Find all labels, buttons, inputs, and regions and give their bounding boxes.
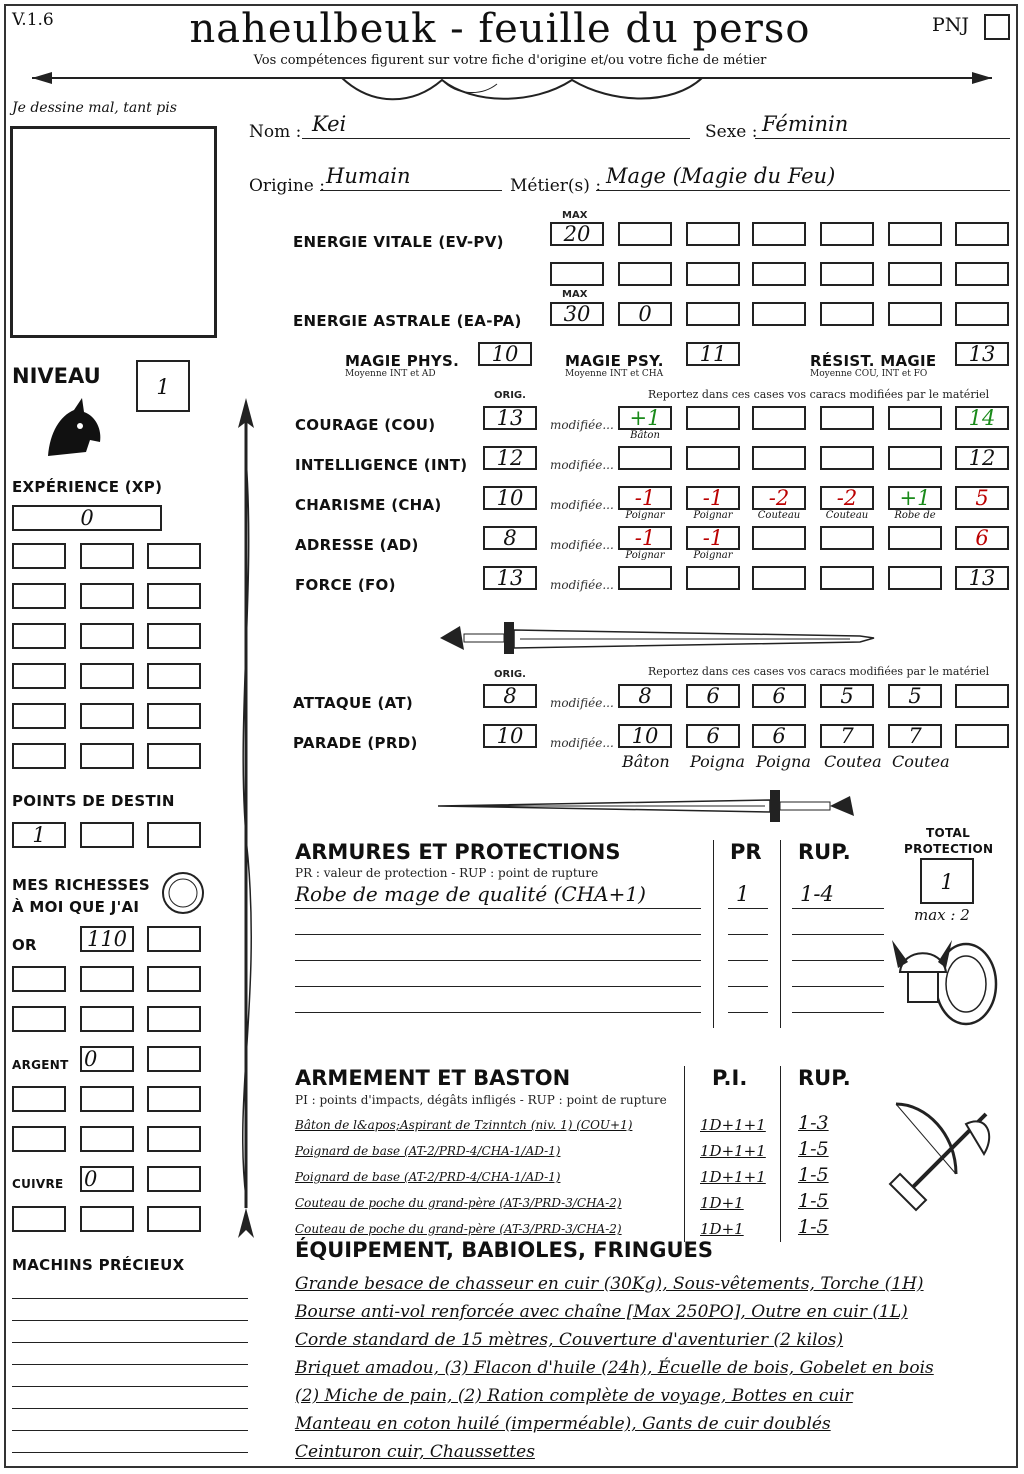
argent-value: 0 [84,1047,98,1071]
modifie-label: modifiée... [550,736,614,750]
xp-label: EXPÉRIENCE (XP) [12,478,163,496]
money-box[interactable] [12,966,66,992]
ev-box-row2-7[interactable] [955,262,1009,286]
armor-row-line[interactable] [295,960,701,961]
armor-row-line[interactable] [295,908,701,909]
stat-total-value: 13 [968,566,996,590]
equipment-line[interactable]: Grande besace de chasseur en cuir (30Kg), Sous-vêtements, Torche (1H) [295,1274,924,1294]
stat-label: ADRESSE (AD) [295,536,419,554]
stat-mod-value: -1 [702,526,724,550]
stat-mod-value: -1 [634,526,656,550]
ev-box-4[interactable] [820,222,874,246]
weapons-note: PI : points d'impacts, dégâts infligés - RUP : point de rupture [295,1093,667,1107]
xp-grid-box[interactable] [147,743,201,769]
money-box[interactable] [12,1006,66,1032]
weapons-title: ARMEMENT ET BASTON [295,1066,571,1090]
ev-max-label: MAX [562,210,588,221]
stat-mod-box[interactable] [820,406,874,430]
weapons-icon [886,1094,1006,1214]
destin-value: 1 [32,823,46,847]
xp-grid-box[interactable] [12,743,66,769]
stat-mod-box[interactable] [888,526,942,550]
weapon-caption: Coutea [824,752,882,771]
attaque-mod-value: 6 [772,684,786,708]
ev-box-row2-6[interactable] [888,262,942,286]
xp-grid-box[interactable] [147,663,201,689]
armor-rup-line[interactable] [792,908,884,909]
portrait-label: Je dessine mal, tant pis [12,100,177,116]
armor-title: ARMURES ET PROTECTIONS [295,840,621,864]
or-value: 110 [86,927,128,951]
machins-line[interactable] [12,1408,248,1409]
modifie-label: modifiée... [550,538,614,552]
xp-grid-box[interactable] [147,543,201,569]
equipment-line[interactable]: Bourse anti-vol renforcée avec chaîne [Max 250PO], Outre en cuir (1L) [295,1302,908,1322]
parade-mod-box[interactable] [955,724,1009,748]
magie-psy-label: MAGIE PSY. [565,352,664,370]
xp-grid-box[interactable] [147,623,201,649]
machins-line[interactable] [12,1386,248,1387]
weapon-name: Poignard de base (AT-2/PRD-4/CHA-1/AD-1) [295,1144,561,1158]
stat-mod-box[interactable] [888,446,942,470]
metier-value[interactable]: Mage (Magie du Feu) [606,164,836,188]
weapons-pi-header: P.I. [712,1066,748,1090]
ea-box-6[interactable] [955,302,1009,326]
weapon-name: Poignard de base (AT-2/PRD-4/CHA-1/AD-1) [295,1170,561,1184]
machins-line[interactable] [12,1320,248,1321]
resist-magie-note: Moyenne COU, INT et FO [810,369,928,379]
armor-row-line[interactable] [295,986,701,987]
total-protection-max: max : 2 [914,906,970,924]
xp-grid-box[interactable] [147,703,201,729]
sexe-label: Sexe : [705,122,758,142]
armor-rup-line[interactable] [792,960,884,961]
stat-orig-value: 13 [496,406,524,430]
machins-line[interactable] [12,1364,248,1365]
equipment-line[interactable]: Corde standard de 15 mètres, Couverture d'aventurier (2 kilos) [295,1330,844,1350]
armor-row-line[interactable] [295,934,701,935]
report-note-combat: Reportez dans ces cases vos caracs modifiées par le matériel [648,665,990,678]
modifie-label: modifiée... [550,498,614,512]
destin-box[interactable] [80,822,134,848]
armor-rup-line[interactable] [792,1012,884,1013]
money-box[interactable] [12,1206,66,1232]
machins-label: MACHINS PRÉCIEUX [12,1256,185,1274]
ev-box-row2-5[interactable] [820,262,874,286]
money-box[interactable] [80,1126,134,1152]
attaque-orig-value: 8 [503,684,517,708]
stat-mod-box[interactable] [888,406,942,430]
magie-phys-label: MAGIE PHYS. [345,352,460,370]
money-box[interactable] [147,1046,201,1072]
stat-mod-caption: Couteau [825,510,869,521]
stat-mod-value: -1 [702,486,724,510]
stat-mod-box[interactable] [752,446,806,470]
weapon-rup: 1-5 [798,1216,829,1238]
ev-box-1[interactable] [618,222,672,246]
money-box[interactable] [80,1006,134,1032]
machins-line[interactable] [12,1452,248,1453]
equipment-line[interactable]: (2) Miche de pain, (2) Ration complète de voyage, Bottes en cuir [295,1386,853,1406]
stat-mod-value: +1 [899,486,931,510]
ea-max-value: 30 [563,302,591,326]
money-box[interactable] [147,1206,201,1232]
ea-max-label: MAX [562,289,588,300]
attaque-mod-value: 8 [638,684,652,708]
argent-label: ARGENT [12,1058,69,1072]
money-box[interactable] [147,966,201,992]
stat-orig-value: 8 [503,526,517,550]
stat-orig-value: 10 [496,486,524,510]
attaque-mod-value: 5 [840,684,854,708]
stat-total-value: 14 [968,406,996,430]
machins-line[interactable] [12,1430,248,1431]
attaque-mod-value: 5 [908,684,922,708]
ea-box-3[interactable] [752,302,806,326]
money-box[interactable] [12,1086,66,1112]
pnj-label: PNJ [932,14,970,36]
stat-mod-box[interactable] [888,566,942,590]
ea-box-5[interactable] [888,302,942,326]
stat-mod-box[interactable] [618,446,672,470]
stat-mod-value: -1 [634,486,656,510]
ea-current-value: 0 [638,302,652,326]
or-label: OR [12,936,37,954]
stat-label: INTELLIGENCE (INT) [295,456,468,474]
metier-label: Métier(s) : [510,176,602,196]
ev-box-3[interactable] [752,222,806,246]
stat-mod-value: +1 [629,406,661,430]
modifie-label: modifiée... [550,418,614,432]
xp-grid-box[interactable] [12,623,66,649]
weapon-rup: 1-5 [798,1138,829,1160]
ev-box-2[interactable] [686,222,740,246]
money-box[interactable] [80,1206,134,1232]
nom-value[interactable]: Kei [312,112,347,136]
armor-rup-line[interactable] [792,986,884,987]
sexe-value[interactable]: Féminin [762,112,849,136]
stat-mod-box[interactable] [820,446,874,470]
money-box[interactable] [80,1086,134,1112]
magie-phys-value: 10 [491,342,519,366]
ev-box-row2-1[interactable] [550,262,604,286]
xp-grid-box[interactable] [80,663,134,689]
origine-label: Origine : [249,176,325,196]
stat-mod-box[interactable] [686,446,740,470]
money-box[interactable] [80,966,134,992]
weapon-pi: 1D+1+1 [700,1142,766,1160]
stat-mod-box[interactable] [752,526,806,550]
attaque-mod-value: 6 [706,684,720,708]
modifie-label: modifiée... [550,458,614,472]
stat-mod-box[interactable] [686,406,740,430]
equipment-title: ÉQUIPEMENT, BABIOLES, FRINGUES [295,1238,713,1262]
helmet-shield-icon [890,928,1000,1028]
magie-psy-note: Moyenne INT et CHA [565,369,664,379]
money-box[interactable] [12,1126,66,1152]
stat-orig-value: 12 [496,446,524,470]
stat-total-value: 5 [975,486,989,510]
money-box[interactable] [147,1166,201,1192]
nom-label: Nom : [249,122,302,142]
armor-row-line[interactable] [295,1012,701,1013]
money-box[interactable] [147,1126,201,1152]
parade-mod-value: 6 [706,724,720,748]
xp-grid-box[interactable] [80,703,134,729]
armor-pr-header: PR [730,840,762,864]
equipment-line[interactable]: Briquet amadou, (3) Flacon d'huile (24h), Écuelle de bois, Gobelet en bois [295,1358,934,1378]
parade-mod-value: 7 [908,724,922,748]
stat-mod-caption: Poignar [625,510,665,521]
spear-illustration [226,398,266,1238]
resist-magie-label: RÉSIST. MAGIE [810,352,937,370]
stat-mod-caption: Robe de [894,510,936,521]
parade-orig-value: 10 [496,724,524,748]
parade-mod-value: 7 [840,724,854,748]
orig-label: ORIG. [494,390,526,401]
destin-label: POINTS DE DESTIN [12,792,175,810]
weapon-pi: 1D+1+1 [700,1168,766,1186]
dragon-icon [40,396,106,462]
stat-mod-caption: Bâton [630,430,660,441]
magie-phys-note: Moyenne INT et AD [345,369,436,379]
page-title: naheulbeuk - feuille du perso [189,6,811,52]
portrait-frame[interactable] [10,126,217,338]
ea-label: ENERGIE ASTRALE (EA-PA) [293,312,522,330]
stat-total-value: 12 [968,446,996,470]
armor-name: Robe de mage de qualité (CHA+1) [295,882,646,906]
stat-mod-caption: Poignar [625,550,665,561]
stat-mod-box[interactable] [618,566,672,590]
weapon-caption: Poigna [690,752,745,771]
xp-grid-box[interactable] [12,663,66,689]
cuivre-label: CUIVRE [12,1177,64,1191]
weapons-rup-header: RUP. [798,1066,851,1090]
sword-illustration [430,616,880,660]
stat-mod-box[interactable] [686,566,740,590]
parade-label: PARADE (PRD) [293,734,418,752]
stat-mod-value: -2 [768,486,790,510]
stat-mod-box[interactable] [752,566,806,590]
money-box[interactable] [147,1086,201,1112]
armor-rup: 1-4 [800,882,834,906]
niveau-value: 1 [156,375,170,399]
stat-mod-caption: Poignar [693,550,733,561]
cuivre-value: 0 [84,1167,98,1191]
weapon-name: Couteau de poche du grand-père (AT-3/PRD-3/CHA-2) [295,1222,622,1236]
pnj-checkbox[interactable] [984,14,1010,40]
armor-rup-line[interactable] [792,934,884,935]
ea-box-4[interactable] [820,302,874,326]
stat-mod-box[interactable] [820,526,874,550]
ev-box-row2-2[interactable] [618,262,672,286]
xp-grid-box[interactable] [12,703,66,729]
money-box[interactable] [147,1006,201,1032]
weapon-rup: 1-5 [798,1190,829,1212]
stat-mod-value: -2 [836,486,858,510]
stat-label: FORCE (FO) [295,576,396,594]
weapon-rup: 1-5 [798,1164,829,1186]
armor-pr-line[interactable] [728,934,768,935]
stat-total-value: 6 [975,526,989,550]
stat-label: CHARISME (CHA) [295,496,442,514]
xp-grid-box[interactable] [80,543,134,569]
niveau-label: NIVEAU [12,364,101,388]
ev-box-row2-4[interactable] [752,262,806,286]
modifie-label: modifiée... [550,696,614,710]
xp-grid-box[interactable] [80,743,134,769]
weapon-caption: Poigna [756,752,811,771]
weapon-name: Couteau de poche du grand-père (AT-3/PRD-3/CHA-2) [295,1196,622,1210]
armor-pr-line[interactable] [728,960,768,961]
report-note: Reportez dans ces cases vos caracs modifiées par le matériel [648,388,990,401]
weapon-name: Bâton de l&apos;Aspirant de Tzinntch (niv. 1) (COU+1) [295,1118,633,1132]
armor-pr-line[interactable] [728,1012,768,1013]
weapon-rup: 1-3 [798,1112,829,1134]
weapon-caption: Coutea [892,752,950,771]
stat-mod-caption: Poignar [693,510,733,521]
modifie-label: modifiée... [550,578,614,592]
armor-rup-header: RUP. [798,840,851,864]
xp-grid-box[interactable] [80,583,134,609]
stat-mod-box[interactable] [820,566,874,590]
total-protection-label-1: TOTAL [926,826,971,840]
armor-note: PR : valeur de protection - RUP : point de rupture [295,866,599,880]
armor-pr-line[interactable] [728,908,768,909]
xp-value: 0 [80,506,94,530]
weapon-pi: 1D+1 [700,1194,744,1212]
ev-box-row2-3[interactable] [686,262,740,286]
xp-grid-box[interactable] [12,543,66,569]
weapon-pi: 1D+1+1 [700,1116,766,1134]
xp-grid-box[interactable] [12,583,66,609]
machins-line[interactable] [12,1342,248,1343]
stat-orig-value: 13 [496,566,524,590]
total-protection-value: 1 [940,870,954,894]
page-subtitle: Vos compétences figurent sur votre fiche d'origine et/ou votre fiche de métier [253,53,767,68]
armor-pr-line[interactable] [728,986,768,987]
xp-grid-box[interactable] [80,623,134,649]
ev-max-value: 20 [563,222,591,246]
attaque-label: ATTAQUE (AT) [293,694,414,712]
origine-value[interactable]: Humain [326,164,411,188]
stat-mod-caption: Couteau [757,510,801,521]
equipment-line[interactable]: Manteau en coton huilé (imperméable), Gants de cuir doublés [295,1414,831,1434]
armor-pr: 1 [736,882,750,906]
parade-mod-value: 10 [631,724,659,748]
total-protection-label-2: PROTECTION [904,842,994,856]
destin-box[interactable] [147,822,201,848]
money-box[interactable] [147,926,201,952]
weapon-caption: Bâton [622,752,670,771]
sword-illustration-2 [430,786,880,826]
ev-box-5[interactable] [888,222,942,246]
stat-mod-box[interactable] [752,406,806,430]
xp-grid-box[interactable] [147,583,201,609]
version-label: V.1.6 [12,10,54,30]
attaque-mod-box[interactable] [955,684,1009,708]
parade-mod-value: 6 [772,724,786,748]
resist-magie-value: 13 [968,342,996,366]
ea-box-2[interactable] [686,302,740,326]
machins-line[interactable] [12,1298,248,1299]
richesses-label-1: MES RICHESSES [12,876,151,894]
orig-label-combat: ORIG. [494,669,526,680]
ev-label: ENERGIE VITALE (EV-PV) [293,233,504,251]
equipment-line[interactable]: Ceinturon cuir, Chaussettes [295,1442,535,1462]
stat-label: COURAGE (COU) [295,416,436,434]
weapon-pi: 1D+1 [700,1220,744,1238]
ev-box-6[interactable] [955,222,1009,246]
magie-psy-value: 11 [699,342,727,366]
coin-icon [160,870,206,916]
richesses-label-2: À MOI QUE J'AI [12,898,140,916]
